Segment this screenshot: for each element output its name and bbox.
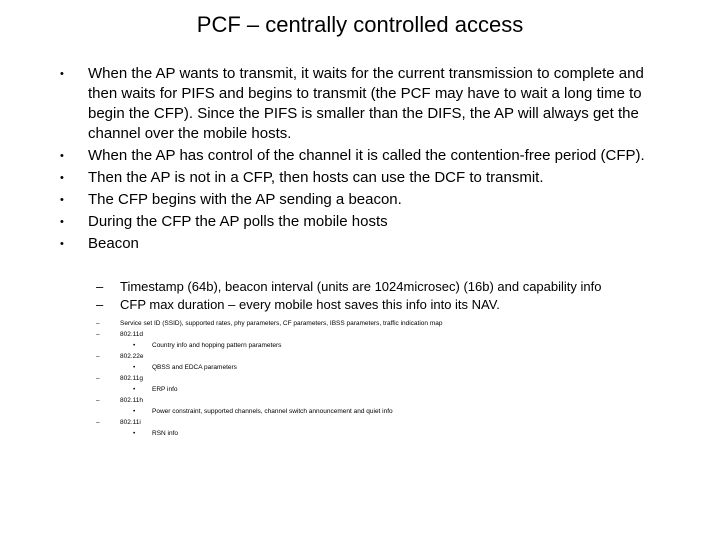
bullet-item bbox=[0, 212, 658, 232]
dash-marker: – bbox=[96, 397, 100, 404]
detail-subitem bbox=[0, 384, 720, 395]
dash-marker: – bbox=[96, 279, 104, 294]
dash-marker: – bbox=[96, 320, 100, 327]
subitem-text: Timestamp (64b), beacon interval (units are 1024microsec) (16b) and capability info bbox=[120, 279, 602, 294]
bullet-text: Beacon bbox=[88, 235, 139, 252]
bullet-marker: • bbox=[60, 172, 64, 184]
dash-marker: – bbox=[96, 375, 100, 382]
dash-marker: – bbox=[96, 353, 100, 360]
detail-text: 802.22e bbox=[120, 353, 144, 360]
dash-marker: – bbox=[96, 419, 100, 426]
dash-marker: – bbox=[96, 297, 104, 312]
bullet-marker: • bbox=[133, 386, 136, 393]
slide-title: PCF – centrally controlled access bbox=[196, 12, 524, 37]
detail-item bbox=[0, 373, 720, 384]
bullet-marker: • bbox=[60, 238, 64, 250]
bullet-marker: • bbox=[133, 408, 136, 415]
bullet-marker: • bbox=[60, 194, 64, 206]
detail-item bbox=[0, 395, 720, 406]
detail-subtext: QBSS and EDCA parameters bbox=[152, 364, 237, 371]
bullet-text: When the AP wants to transmit, it waits for the current transmission to complete and then waits for PIFS and begins to transmit (the PCF may have to wait a long time to begin the CFP). Since the PIFS is smaller than the DIFS, the AP will always get the channel over the mobile hosts. bbox=[88, 65, 644, 142]
detail-item bbox=[0, 329, 720, 340]
bullet-marker: • bbox=[133, 430, 136, 437]
detail-text: Service set ID (SSID), supported rates, phy parameters, CF parameters, IBSS parameters, traffic indication map bbox=[120, 320, 443, 327]
subitem-text: CFP max duration – every mobile host saves this info into its NAV. bbox=[120, 297, 500, 312]
bullet-text: During the CFP the AP polls the mobile hosts bbox=[88, 213, 388, 230]
detail-text: 802.11g bbox=[120, 375, 144, 382]
detail-subtext: ERP info bbox=[152, 386, 178, 393]
detail-subitem bbox=[0, 406, 720, 417]
detail-subitem bbox=[0, 428, 720, 439]
main-bullet-list bbox=[0, 64, 720, 256]
bullet-item bbox=[0, 146, 658, 166]
bullet-item bbox=[0, 168, 658, 188]
bullet-text: The CFP begins with the AP sending a beacon. bbox=[88, 191, 402, 208]
detail-item bbox=[0, 417, 720, 428]
bullet-text: Then the AP is not in a CFP, then hosts can use the DCF to transmit. bbox=[88, 169, 544, 186]
beacon-details-list bbox=[0, 318, 720, 439]
dash-marker: – bbox=[96, 331, 100, 338]
detail-subitem bbox=[0, 362, 720, 373]
bullet-marker: • bbox=[60, 150, 64, 162]
subitem bbox=[0, 278, 680, 296]
detail-text: 802.11d bbox=[120, 331, 144, 338]
detail-subtext: Power constraint, supported channels, channel switch announcement and quiet info bbox=[152, 408, 393, 415]
detail-subitem bbox=[0, 340, 720, 351]
detail-item bbox=[0, 318, 720, 329]
detail-text: 802.11i bbox=[120, 419, 141, 426]
beacon-subitem-list bbox=[0, 278, 720, 314]
detail-subtext: Country info and hopping pattern parameters bbox=[152, 342, 282, 349]
detail-subtext: RSN info bbox=[152, 430, 179, 437]
bullet-item bbox=[0, 234, 658, 254]
bullet-text: When the AP has control of the channel it is called the contention-free period (CFP). bbox=[88, 147, 645, 164]
bullet-marker: • bbox=[133, 364, 136, 371]
bullet-marker: • bbox=[133, 342, 136, 349]
subitem bbox=[0, 296, 680, 314]
bullet-item bbox=[0, 190, 658, 210]
bullet-marker: • bbox=[60, 216, 64, 228]
detail-item bbox=[0, 351, 720, 362]
bullet-marker: • bbox=[60, 68, 64, 80]
detail-text: 802.11h bbox=[120, 397, 144, 404]
bullet-item bbox=[0, 64, 658, 144]
